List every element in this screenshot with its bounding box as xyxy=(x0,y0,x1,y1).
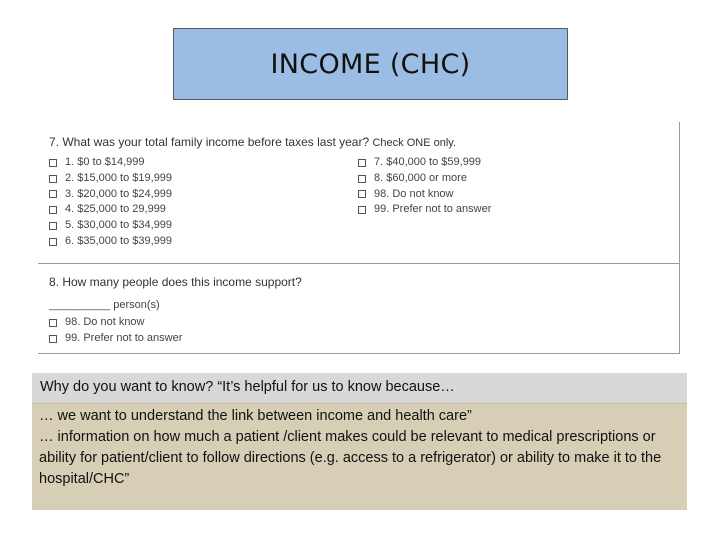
question-7-left-options xyxy=(49,155,172,250)
option-label: 1. $0 to $14,999 xyxy=(65,156,145,168)
option-label: 6. $35,000 to $39,999 xyxy=(65,234,173,247)
option-label: 3. $20,000 to $24,999 xyxy=(65,187,173,200)
rationale-line-2: … information on how much a patient /client makes could be relevant to medical prescriptions or ability for patient/client to follow directions (e.g. access to a refrigerator) or ability to make it to the hospital/CHC” xyxy=(39,429,662,487)
checkbox[interactable] xyxy=(49,159,57,167)
question-7-instruction: Check ONE only. xyxy=(372,137,457,149)
checkbox[interactable] xyxy=(358,190,366,198)
option-label: 7. $40,000 to $59,999 xyxy=(374,156,482,168)
rationale-body xyxy=(39,406,679,490)
option-q7-98[interactable] xyxy=(358,187,491,203)
option-q7-99[interactable] xyxy=(358,202,491,218)
question-7-title xyxy=(49,135,456,149)
checkbox[interactable] xyxy=(49,222,57,230)
checkbox[interactable] xyxy=(49,206,57,214)
checkbox[interactable] xyxy=(49,190,57,198)
option-q7-5[interactable] xyxy=(49,218,172,234)
option-q8-98[interactable] xyxy=(49,315,182,331)
option-q7-1[interactable] xyxy=(49,155,172,171)
rationale-line-1: … we want to understand the link between income and health care” xyxy=(39,408,472,424)
option-q7-3[interactable] xyxy=(49,187,172,203)
option-q8-99[interactable] xyxy=(49,331,182,347)
option-label: 5. $30,000 to $34,999 xyxy=(65,219,173,232)
checkbox[interactable] xyxy=(358,159,366,167)
rationale-heading: Why do you want to know? “It’s helpful for us to know because… xyxy=(40,379,455,395)
option-label: 99. Prefer not to answer xyxy=(374,203,492,216)
question-7-right-options xyxy=(358,155,491,218)
option-q7-2[interactable] xyxy=(49,171,172,187)
checkbox[interactable] xyxy=(358,206,366,214)
title-box xyxy=(173,28,568,100)
option-q7-4[interactable] xyxy=(49,202,172,218)
checkbox[interactable] xyxy=(49,319,57,327)
rationale-heading-bar xyxy=(32,373,687,404)
option-label: 98. Do not know xyxy=(65,316,145,328)
persons-input-line[interactable]: __________ person(s) xyxy=(49,299,160,311)
option-label: 99. Prefer not to answer xyxy=(65,331,183,344)
option-label: 4. $25,000 to 29,999 xyxy=(65,203,166,216)
option-q7-7[interactable] xyxy=(358,155,491,171)
option-q7-8[interactable] xyxy=(358,171,491,187)
rationale-panel xyxy=(32,373,687,510)
option-label: 2. $15,000 to $19,999 xyxy=(65,171,173,184)
option-label: 98. Do not know xyxy=(374,187,454,200)
option-label: 8. $60,000 or more xyxy=(374,171,467,184)
option-q7-6[interactable] xyxy=(49,234,172,250)
question-8-title: 8. How many people does this income support? xyxy=(49,275,302,289)
page-title: INCOME (CHC) xyxy=(270,48,471,80)
checkbox[interactable] xyxy=(49,238,57,246)
questionnaire-excerpt xyxy=(38,122,680,354)
question-8-options xyxy=(49,315,182,347)
question-7-text: 7. What was your total family income before taxes last year? xyxy=(49,135,370,149)
divider xyxy=(38,263,679,264)
checkbox[interactable] xyxy=(358,175,366,183)
checkbox[interactable] xyxy=(49,175,57,183)
checkbox[interactable] xyxy=(49,335,57,343)
